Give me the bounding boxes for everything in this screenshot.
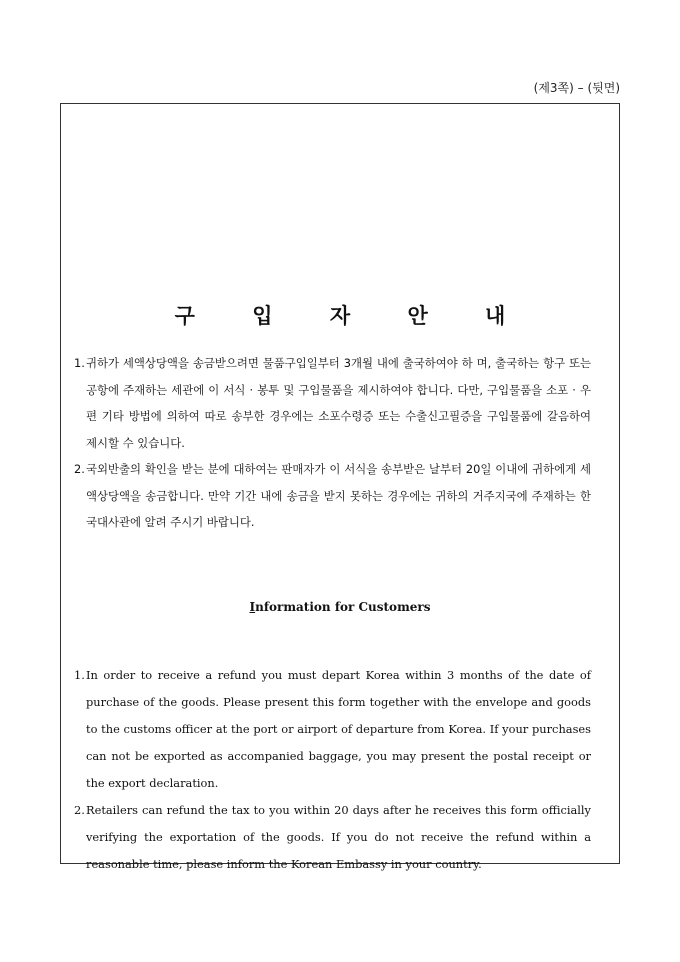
item-text: Retailers can refund the tax to you within 20 days after he receives this form officially verifying the exportation of the goods. If you do not receive the refund within a reasonable time, please inform the Korean Embassy in your country. xyxy=(86,803,591,871)
english-title-initial: I xyxy=(249,600,256,614)
english-notice-item-1 xyxy=(74,662,591,797)
korean-notice-item-2 xyxy=(74,456,591,536)
item-text: 국외반출의 확인을 받는 분에 대하여는 판매자가 이 서식을 송부받은 날부터 20일 이내에 귀하에게 세액상당액을 송금합니다. 만약 기간 내에 송금을 받지 못하는 경우에는 귀하의 거주지국에 주재하는 한국대사관에 알려 주시기 바랍니다. xyxy=(86,462,591,529)
english-title-rest: nformation for Customers xyxy=(255,600,431,614)
page-label: (제3쪽) – (뒷면) xyxy=(533,81,620,95)
item-number: 1. xyxy=(74,356,85,370)
item-number: 2. xyxy=(74,803,85,817)
english-notice-list xyxy=(74,662,591,878)
korean-title: 구 입 자 안 내 xyxy=(174,304,531,328)
korean-notice-list xyxy=(74,350,591,536)
english-notice-item-2 xyxy=(74,797,591,878)
item-number: 2. xyxy=(74,462,85,476)
item-text: In order to receive a refund you must depart Korea within 3 months of the date of purchase of the goods. Please present this form together with the envelope and goods to the customs officer at the port or airport of departure from Korea. If your purchases can not be exported as accompanied baggage, you may present the postal receipt or the export declaration. xyxy=(86,668,591,790)
item-number: 1. xyxy=(74,668,85,682)
english-title xyxy=(61,600,619,614)
item-text: 귀하가 세액상당액을 송금받으려면 물품구입일부터 3개월 내에 출국하여야 하 며, 출국하는 항구 또는 공항에 주재하는 세관에 이 서식 · 봉투 및 구입물품을 제시하여야 합니다. 다만, 구입물품을 소포 · 우편 기타 방법에 의하여 따로 송부한 경우에는 소포수령증 또는 수출신고필증을 구입물품에 갈음하여 제시할 수 있습니다. xyxy=(86,356,591,450)
korean-notice-item-1 xyxy=(74,350,591,456)
notice-frame xyxy=(60,103,620,871)
